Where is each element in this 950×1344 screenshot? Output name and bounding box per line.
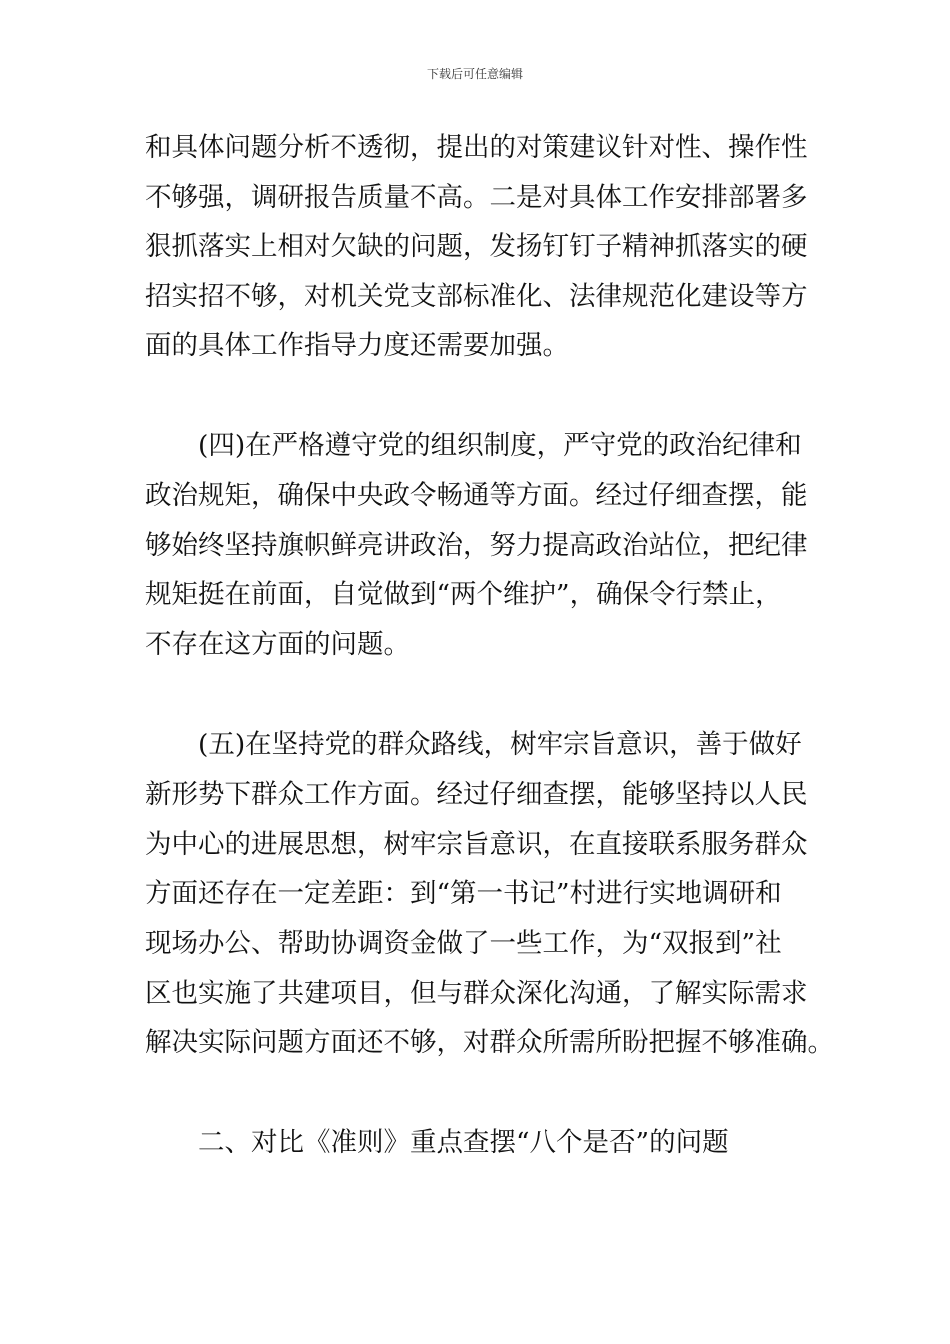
paragraph-3-line-7: 解决实际问题方面还不够，对群众所需所盼把握不够准确。 bbox=[145, 1027, 834, 1058]
paragraph-3-line-4: 方面还存在一定差距：到“第一书记”村进行实地调研和 bbox=[145, 878, 782, 909]
paragraph-2-line-1: (四)在严格遵守党的组织制度，严守党的政治纪律和 bbox=[198, 430, 802, 461]
paragraph-1-line-3: 狠抓落实上相对欠缺的问题，发扬钉钉子精神抓落实的硬 bbox=[145, 231, 808, 262]
section-heading: 二、对比《准则》重点查摆“八个是否”的问题 bbox=[198, 1127, 729, 1158]
paragraph-2-line-2: 政治规矩，确保中央政令畅通等方面。经过仔细查摆，能 bbox=[145, 480, 808, 511]
paragraph-1-line-5: 面的具体工作指导力度还需要加强。 bbox=[145, 330, 569, 361]
paragraph-2-line-5: 不存在这方面的问题。 bbox=[145, 629, 410, 660]
paragraph-2-line-3: 够始终坚持旗帜鲜亮讲政治，努力提高政治站位，把纪律 bbox=[145, 530, 808, 561]
paragraph-3-line-6: 区也实施了共建项目，但与群众深化沟通，了解实际需求 bbox=[145, 978, 808, 1009]
paragraph-3-line-1: (五)在坚持党的群众路线，树牢宗旨意识，善于做好 bbox=[198, 729, 802, 760]
paragraph-3-line-2: 新形势下群众工作方面。经过仔细查摆，能够坚持以人民 bbox=[145, 779, 808, 810]
paragraph-3-line-3: 为中心的进展思想，树牢宗旨意识，在直接联系服务群众 bbox=[145, 829, 808, 860]
paragraph-3-line-5: 现场办公、帮助协调资金做了一些工作，为“双报到”社 bbox=[145, 928, 782, 959]
paragraph-2-line-4: 规矩挺在前面，自觉做到“两个维护”，确保令行禁止， bbox=[145, 579, 782, 610]
paragraph-1-line-2: 不够强，调研报告质量不高。二是对具体工作安排部署多 bbox=[145, 182, 808, 213]
paragraph-1-line-4: 招实招不够，对机关党支部标准化、法律规范化建设等方 bbox=[145, 281, 808, 312]
page-header: 下载后可任意编辑 bbox=[426, 67, 523, 81]
paragraph-1-line-1: 和具体问题分析不透彻，提出的对策建议针对性、操作性 bbox=[145, 132, 808, 163]
